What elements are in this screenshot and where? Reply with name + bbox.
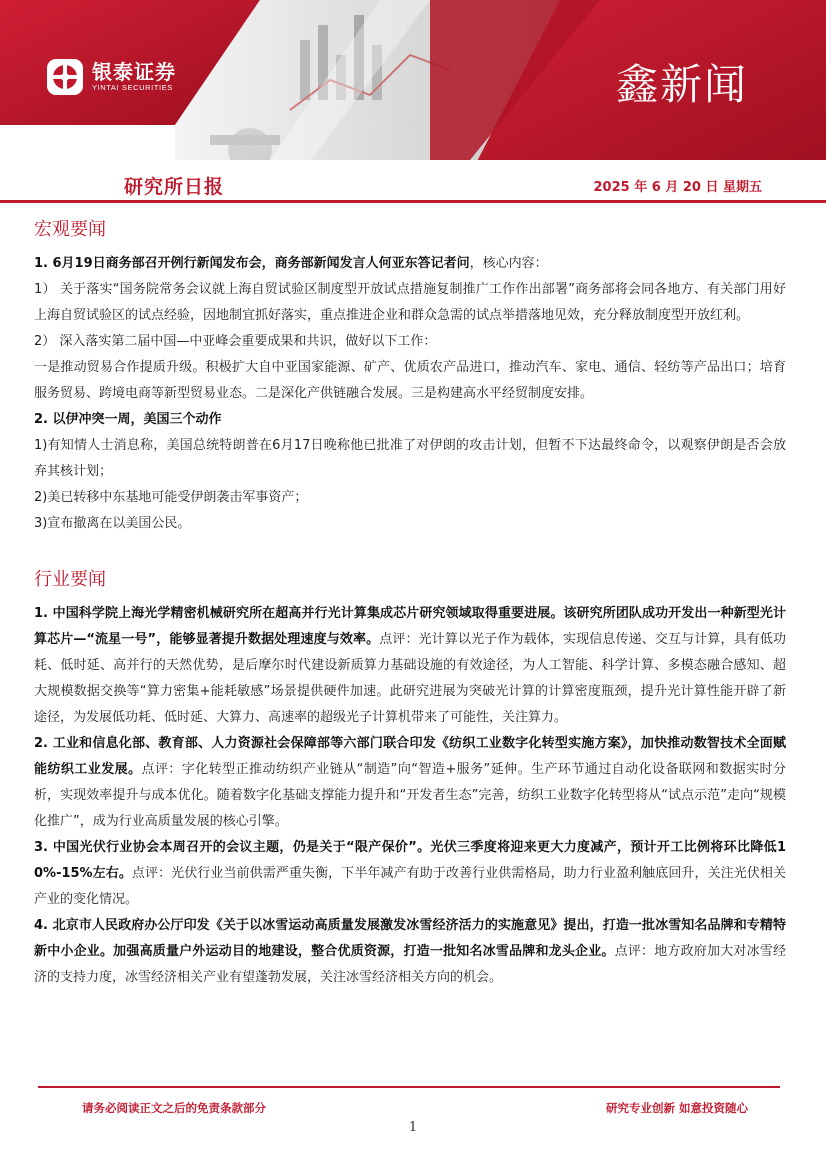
section-title-macro: 宏观要闻 (34, 219, 106, 240)
macro-item-1-heading (34, 251, 786, 277)
logo-mark-icon (46, 58, 84, 96)
macro-item-2-heading: 2. 以伊冲突一周，美国三个动作 (34, 412, 222, 427)
section-title-industry: 行业要闻 (34, 569, 106, 590)
industry-item-3 (34, 835, 786, 913)
report-subtitle: 研究所日报 (124, 176, 225, 198)
macro-item-2-point-2: 2)美已转移中东基地可能受伊朗袭击军事资产； (34, 490, 308, 505)
industry-item-1-headline: 1. 中国科学院上海光学精密机械研究所在超高并行光计算集成芯片研究领域取得重要进展。该研究所团队成功开发出一种新型光计算芯片—“流星一号”，能够显著提升数据处理速度与效率。 (34, 606, 786, 647)
report-date: 2025 年 6 月 20 日 星期五 (593, 180, 762, 195)
industry-item-3-headline: 3. 中国光伏行业协会本周召开的会议主题，仍是关于“限产保价”。光伏三季度将迎来更大力度减产，预计开工比例将环比降低10%-15%左右。 (34, 840, 786, 881)
header-divider (0, 200, 826, 203)
industry-item-3-comment: 点评：光伏行业当前供需严重失衡，下半年减产有助于改善行业供需格局，助力行业盈利触底回升，关注光伏相关产业的变化情况。 (34, 866, 786, 907)
industry-item-1-comment: 点评：光计算以光子作为载体，实现信息传递、交互与计算，具有低功耗、低时延、高并行的天然优势，是后摩尔时代建设新质算力基础设施的有效途径，为人工智能、科学计算、多模态融合感知、超大规模数据交换等“算力密集+能耗敏感”场景提供硬件加速。此研究进展为突破光计算的计算密度瓶颈，提升光计算性能开辟了新途径，为发展低功耗、低时延、大算力、高速率的超级光子计算机带来了可能性，关注算力。 (34, 632, 786, 725)
industry-item-1 (34, 601, 786, 731)
macro-item-1-point-1: 1） 关于落实“国务院常务会议就上海自贸试验区制度型开放试点措施复制推广工作作出部署”商务部将会同各地方、有关部门用好上海自贸试验区的试点经验，因地制宜抓好落实，重点推进企业和群众急需的试点举措落地见效，充分释放制度型开放红利。 (34, 282, 786, 323)
logo-en: YINTAI SECURITIES (92, 83, 173, 92)
footer-slogan: 研究专业创新 如意投资随心 (605, 1101, 748, 1115)
report-body (34, 215, 786, 991)
footer-disclaimer-note: 请务必阅读正文之后的免责条款部分 (82, 1101, 266, 1115)
industry-item-4-headline: 4. 北京市人民政府办公厅印发《关于以冰雪运动高质量发展激发冰雪经济活力的实施意见》提出，打造一批冰雪知名品牌和专精特新中小企业。加强高质量户外运动目的地建设，整合优质资源，打造一批知名冰雪品牌和龙头企业。 (34, 918, 786, 959)
industry-item-2-comment: 点评：字化转型正推动纺织产业链从“制造”向“智造+服务”延伸。生产环节通过自动化设备联网和数据实时分析，实现效率提升与成本优化。随着数字化基础支撑能力提升和“开发者生态”完善，纺织工业数字化转型将从“试点示范”走向“规模化推广”，成为行业高质量发展的核心引擎。 (34, 762, 786, 829)
industry-item-4 (34, 913, 786, 991)
macro-item-1-point-2: 2） 深入落实第二届中国—中亚峰会重要成果和共识，做好以下工作： (34, 334, 437, 349)
report-header (0, 0, 826, 200)
macro-item-1-tail: ，核心内容： (469, 256, 548, 271)
industry-item-4-comment: 点评：地方政府加大对冰雪经济的支持力度，冰雪经济相关产业有望蓬勃发展，关注冰雪经济相关方向的机会。 (34, 944, 786, 985)
macro-item-2-point-3: 3)宣布撤离在以美国公民。 (34, 516, 191, 531)
macro-item-1-point-3: 一是推动贸易合作提质升级。积极扩大自中亚国家能源、矿产、优质农产品进口，推动汽车、家电、通信、轻纺等产品出口；培育服务贸易、跨境电商等新型贸易业态。二是深化产供链融合发展。三是构建高水平经贸制度安排。 (34, 360, 786, 401)
macro-item-1-bold: 1. 6月19日商务部召开例行新闻发布会，商务部新闻发言人何亚东答记者问 (34, 256, 470, 271)
section-gap (34, 537, 786, 565)
footer-divider (38, 1086, 780, 1088)
industry-item-2-headline: 2. 工业和信息化部、教育部、人力资源社会保障部等六部门联合印发《纺织工业数字化转型实施方案》，加快推动数智技术全面赋能纺织工业发展。 (34, 736, 786, 777)
publication-title: 鑫新闻 (615, 60, 748, 109)
page-number: 1 (408, 1120, 418, 1135)
logo-cn: 银泰证券 (92, 60, 176, 84)
company-logo (46, 58, 176, 96)
logo-text (92, 61, 176, 93)
macro-item-2-point-1: 1)有知情人士消息称，美国总统特朗普在6月17日晚称他已批准了对伊朗的攻击计划，但暂不下达最终命令，以观察伊朗是否会放弃其核计划； (34, 438, 786, 479)
industry-item-2 (34, 731, 786, 835)
